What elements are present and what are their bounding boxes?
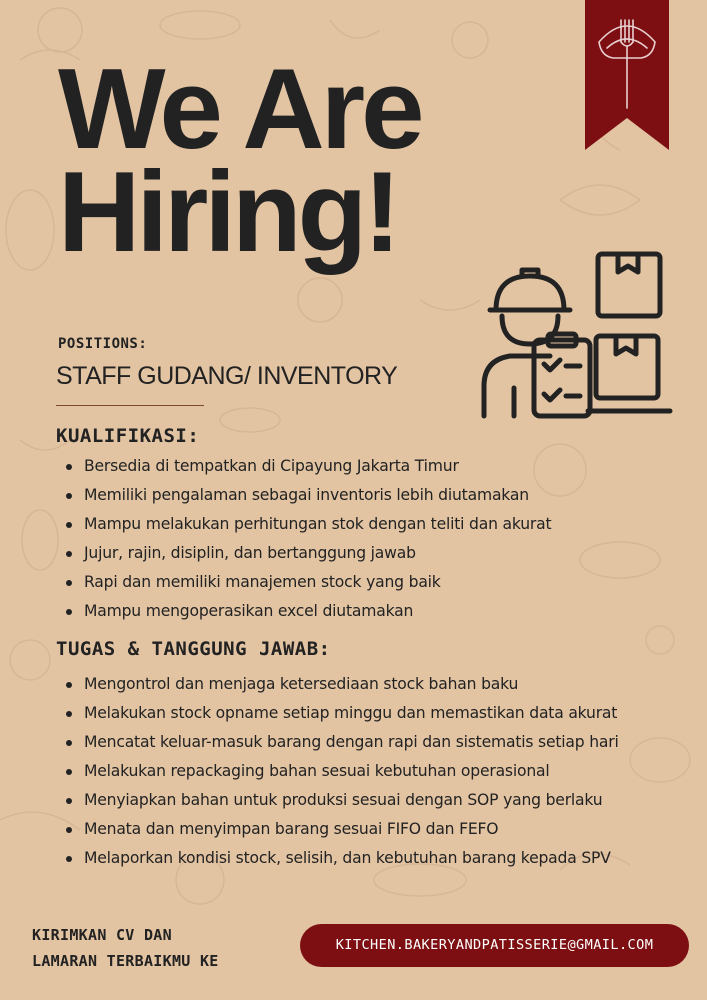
warehouse-worker-icon xyxy=(478,248,676,426)
title-line-2: Hiring! xyxy=(58,149,398,276)
apply-line-1: KIRIMKAN CV DAN xyxy=(32,926,172,944)
duty-item: Melakukan stock opname setiap minggu dan memastikan data akurat xyxy=(58,699,619,728)
duties-list xyxy=(58,670,619,873)
qualification-item: Rapi dan memiliki manajemen stock yang baik xyxy=(58,568,551,597)
duties-heading: TUGAS & TANGGUNG JAWAB: xyxy=(56,638,331,660)
duty-item: Melaporkan kondisi stock, selisih, dan kebutuhan barang kepada SPV xyxy=(58,844,619,873)
qualification-item: Mampu mengoperasikan excel diutamakan xyxy=(58,597,551,626)
qualification-item: Bersedia di tempatkan di Cipayung Jakarta Timur xyxy=(58,452,551,481)
ribbon-banner xyxy=(585,0,669,150)
apply-instructions xyxy=(32,922,219,974)
hiring-title xyxy=(58,46,421,276)
qualifications-heading: KUALIFIKASI: xyxy=(56,425,200,447)
title-line-1: We Are xyxy=(58,46,421,173)
section-divider xyxy=(56,405,204,406)
duty-item: Menyiapkan bahan untuk produksi sesuai dengan SOP yang berlaku xyxy=(58,786,619,815)
email-link[interactable]: KITCHEN.BAKERYANDPATISSERIE@GMAIL.COM xyxy=(300,924,689,967)
qualification-item: Jujur, rajin, disiplin, dan bertanggung jawab xyxy=(58,539,551,568)
qualifications-list xyxy=(58,452,551,626)
duty-item: Melakukan repackaging bahan sesuai kebutuhan operasional xyxy=(58,757,619,786)
duty-item: Mengontrol dan menjaga ketersediaan stock bahan baku xyxy=(58,670,619,699)
apply-line-2: LAMARAN TERBAIKMU KE xyxy=(32,952,219,970)
duty-item: Menata dan menyimpan barang sesuai FIFO dan FEFO xyxy=(58,815,619,844)
qualification-item: Mampu melakukan perhitungan stok dengan teliti dan akurat xyxy=(58,510,551,539)
duty-item: Mencatat keluar-masuk barang dengan rapi dan sistematis setiap hari xyxy=(58,728,619,757)
qualification-item: Memiliki pengalaman sebagai inventoris lebih diutamakan xyxy=(58,481,551,510)
positions-label: POSITIONS: xyxy=(58,336,148,352)
position-title: STAFF GUDANG/ INVENTORY xyxy=(56,362,398,390)
